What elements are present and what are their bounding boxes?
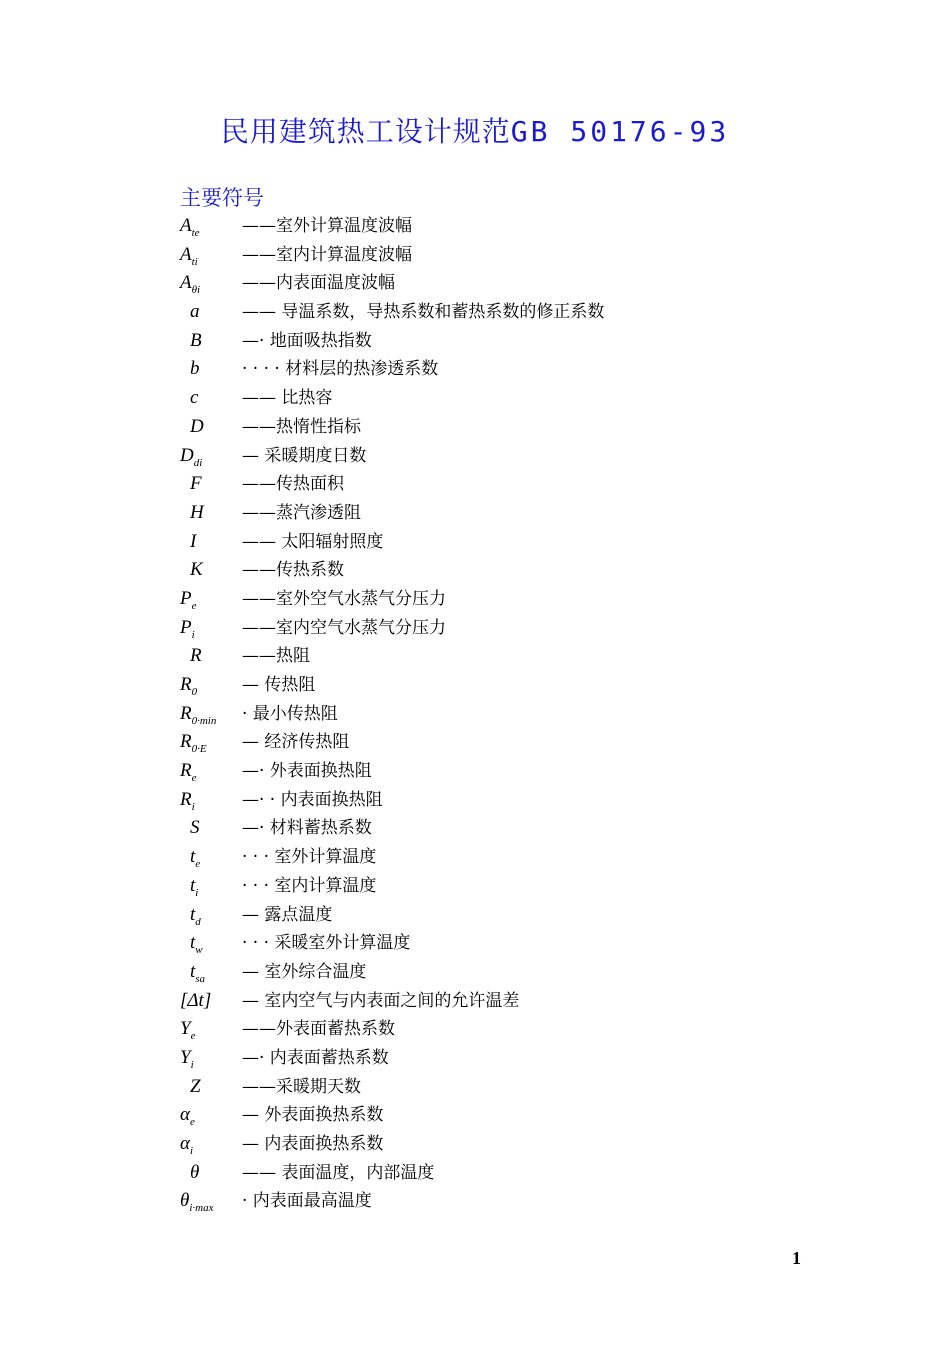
symbol-description: ——热惰性指标 [242,416,361,437]
symbol-entry [180,355,604,384]
symbol-description: — 传热阻 [242,675,316,695]
symbol-entry [180,470,604,499]
symbol-description: ——室内空气水蒸气分压力 [242,617,446,638]
symbol-base: F [190,473,202,495]
symbol-entry [180,269,604,298]
symbol-entry [180,585,604,614]
symbol-notation [180,728,242,757]
symbol-subscript: e [189,1116,195,1129]
symbol-description: —· 地面吸热指数 [242,330,372,351]
symbol-base: a [190,301,200,323]
symbol-description: — 室外综合温度 [242,961,367,982]
symbol-entry [180,1015,604,1044]
symbol-subscript: 0·E [191,743,207,756]
symbol-entry [180,1044,604,1073]
symbol-base: D [180,444,194,466]
symbol-entry [180,728,604,757]
symbol-notation [180,757,242,786]
symbol-description: · 内表面最高温度 [242,1191,372,1212]
symbol-notation [180,642,242,671]
symbol-notation [180,413,242,442]
document-title [0,110,950,150]
symbol-notation [180,384,242,413]
symbol-entry [180,1101,604,1130]
page-number: 1 [792,1248,801,1268]
symbol-notation [180,528,242,557]
symbol-base: t [190,903,196,925]
symbol-description: ——室外空气水蒸气分压力 [242,588,446,609]
symbol-notation [180,1015,242,1044]
symbol-base: b [190,358,200,380]
symbol-notation [180,327,242,356]
symbol-base: R [180,788,192,810]
symbol-base: K [190,559,203,581]
symbol-base: t [190,874,196,896]
symbol-subscript: ti [191,255,198,268]
symbol-base: [Δt] [180,989,212,1011]
symbol-base: R [180,674,192,695]
symbol-entry [180,413,604,442]
symbol-notation [180,585,242,614]
symbol-subscript: e [195,857,201,870]
symbol-notation [180,212,242,241]
symbol-base: c [190,387,199,409]
symbol-subscript: i·max [189,1202,214,1215]
symbol-notation [180,786,242,815]
symbol-subscript: e [191,771,197,784]
symbol-subscript: 0·min [191,714,217,727]
symbol-description: — 经济传热阻 [242,732,350,753]
symbol-notation [180,929,242,958]
symbol-base: θ [190,1161,200,1183]
symbol-base: P [180,587,192,609]
symbol-description: ——室外计算温度波幅 [242,216,412,236]
symbol-entry [180,298,604,327]
symbol-base: I [190,530,197,552]
symbol-subscript: i [190,1058,194,1071]
symbol-entry [180,212,604,241]
symbol-notation [180,241,242,270]
symbol-subscript: i [191,628,195,641]
symbol-entry [180,556,604,585]
symbol-entry [180,528,604,557]
symbol-entry [180,1187,604,1216]
symbol-list [180,212,604,1216]
symbol-base: A [180,243,192,265]
symbol-entry [180,499,604,528]
symbol-description: —· 内表面蓄热系数 [242,1047,389,1068]
symbol-description: ——外表面蓄热系数 [242,1019,395,1040]
symbol-entry [180,872,604,901]
symbol-entry [180,614,604,643]
symbol-description: ——采暖期天数 [242,1076,361,1097]
symbol-notation [180,499,242,528]
symbol-description: —· 材料蓄热系数 [242,818,372,839]
symbol-description: ——室内计算温度波幅 [242,244,412,265]
symbol-subscript: θi [191,284,201,297]
symbol-subscript: i [189,1144,194,1157]
symbol-description: — 采暖期度日数 [242,445,367,466]
symbol-base: t [190,846,196,868]
symbol-description: — 露点温度 [242,904,333,925]
symbol-entry [180,1073,604,1102]
symbol-base: P [180,616,192,638]
symbol-notation [180,442,242,471]
symbol-description: · · · 室外计算温度 [242,847,377,868]
symbol-description: ——内表面温度波幅 [242,273,395,294]
symbol-description: · · · 采暖室外计算温度 [242,933,411,954]
symbol-notation [180,671,242,700]
symbol-description: ——热阻 [242,646,310,667]
symbol-base: α [180,1133,190,1154]
symbol-base: R [180,702,192,724]
symbol-notation [180,1159,242,1188]
symbol-entry [180,642,604,671]
symbol-entry [180,1130,604,1159]
symbol-subscript: e [190,1030,196,1043]
symbol-description: · · · · 材料层的热渗透系数 [242,359,439,380]
symbol-notation [180,700,242,729]
symbol-base: R [180,731,192,753]
symbol-base: θ [180,1190,190,1212]
symbol-description: —· 外表面换热阻 [242,761,372,782]
symbol-base: D [190,415,204,437]
symbol-base: t [190,960,196,982]
symbol-notation [180,843,242,872]
symbol-entry [180,843,604,872]
symbol-base: R [190,645,202,667]
symbol-subscript: i [191,800,195,813]
symbol-notation [180,298,242,327]
symbol-entry [180,1159,604,1188]
symbol-notation [180,958,242,987]
symbol-subscript: d [195,915,201,928]
symbol-notation [180,814,242,843]
symbol-base: Z [190,1075,201,1097]
symbol-entry [180,700,604,729]
symbol-subscript: sa [195,972,206,985]
symbol-description: — 室内空气与内表面之间的允许温差 [242,990,520,1011]
symbol-subscript: w [195,943,203,956]
symbol-subscript: di [193,456,203,469]
symbol-notation [180,355,242,384]
symbol-base: α [180,1104,190,1126]
symbol-subscript: te [191,226,200,239]
symbol-entry [180,958,604,987]
symbol-notation [180,556,242,585]
symbol-subscript: i [195,886,199,899]
symbol-subscript: e [191,599,197,612]
symbol-base: A [180,272,192,294]
section-heading: 主要符号 [180,186,264,210]
symbol-description: — 外表面换热系数 [242,1105,384,1126]
symbol-description: —· · 内表面换热阻 [242,789,383,810]
symbol-entry [180,384,604,413]
symbol-entry [180,327,604,356]
symbol-base: S [190,817,200,839]
symbol-description: · 最小传热阻 [242,703,338,724]
symbol-description: —— 太阳辐射照度 [242,531,384,552]
symbol-base: Y [180,1046,191,1068]
symbol-description: ——传热面积 [242,474,344,495]
symbol-description: ——蒸汽渗透阻 [242,502,361,523]
symbol-base: H [190,501,204,523]
symbol-base: A [180,215,192,236]
symbol-entry [180,241,604,270]
symbol-notation [180,470,242,499]
symbol-entry [180,786,604,815]
symbol-notation [180,1073,242,1102]
symbol-notation [180,614,242,643]
symbol-entry [180,929,604,958]
symbol-subscript: 0 [191,685,198,698]
symbol-notation [180,1187,242,1216]
symbol-entry [180,671,604,700]
title-code: GB 50176-93 [510,115,730,148]
title-text: 民用建筑热工设计规范 [220,115,511,148]
symbol-entry [180,987,604,1016]
symbol-entry [180,814,604,843]
symbol-description: —— 表面温度，内部温度 [242,1162,435,1183]
symbol-notation [180,987,242,1016]
symbol-base: Y [180,1018,191,1040]
symbol-notation [180,872,242,901]
symbol-notation [180,1130,242,1159]
symbol-description: · · · 室内计算温度 [242,875,377,896]
symbol-notation [180,269,242,298]
symbol-entry [180,901,604,930]
symbol-base: t [190,932,196,954]
symbol-entry [180,757,604,786]
symbol-description: —— 比热容 [242,388,333,409]
symbol-description: ——传热系数 [242,560,344,581]
symbol-notation [180,1101,242,1130]
symbol-notation [180,1044,242,1073]
symbol-base: B [190,329,202,351]
symbol-base: R [180,760,192,782]
symbol-description: — 内表面换热系数 [242,1134,384,1154]
symbol-entry [180,442,604,471]
symbol-description: —— 导温系数，导热系数和蓄热系数的修正系数 [242,302,605,323]
symbol-notation [180,901,242,930]
